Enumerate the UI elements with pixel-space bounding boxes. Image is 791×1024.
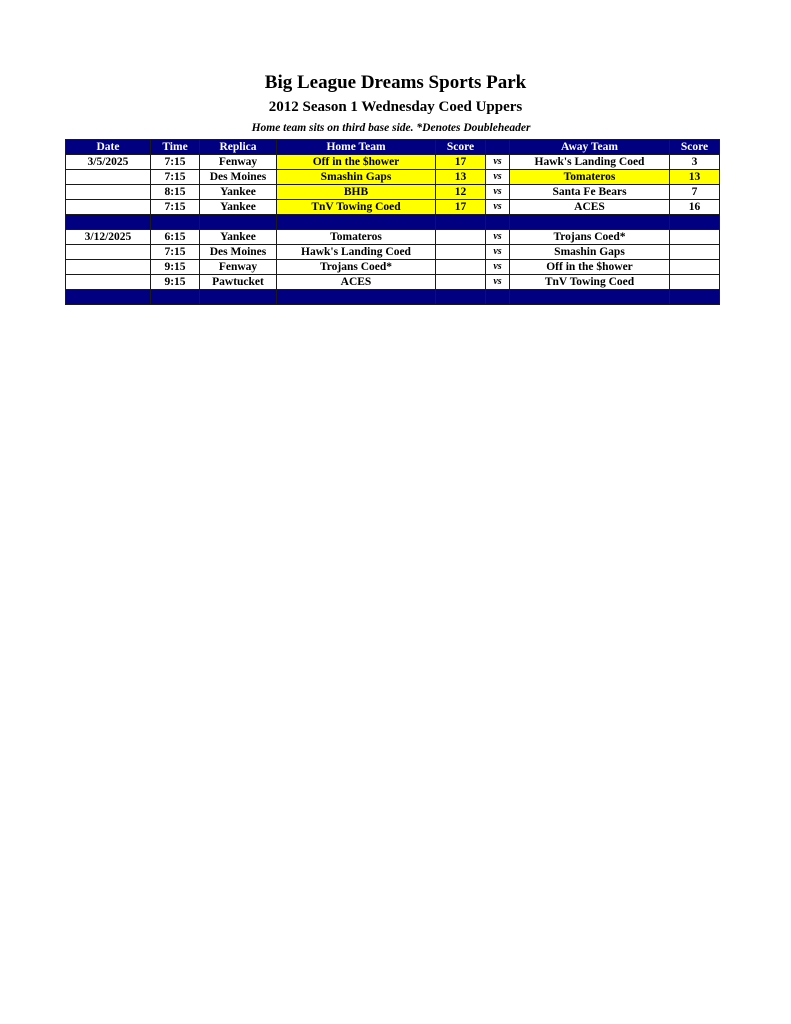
separator-cell xyxy=(151,215,200,230)
home-team-cell: Off in the $hower xyxy=(277,155,436,170)
date-cell xyxy=(66,275,151,290)
home-team-cell: Smashin Gaps xyxy=(277,170,436,185)
time-cell: 6:15 xyxy=(151,230,200,245)
col-away-score: Score xyxy=(670,140,720,155)
away-score-cell: 13 xyxy=(670,170,720,185)
section-separator xyxy=(66,290,720,305)
table-row xyxy=(66,230,720,245)
vs-cell: vs xyxy=(486,185,510,200)
home-score-cell xyxy=(436,260,486,275)
replica-cell: Yankee xyxy=(200,200,277,215)
separator-cell xyxy=(151,290,200,305)
time-cell: 9:15 xyxy=(151,275,200,290)
time-cell: 7:15 xyxy=(151,155,200,170)
away-score-cell xyxy=(670,275,720,290)
table-row xyxy=(66,185,720,200)
separator-cell xyxy=(670,290,720,305)
separator-cell xyxy=(670,215,720,230)
home-score-cell: 17 xyxy=(436,155,486,170)
away-score-cell xyxy=(670,245,720,260)
home-team-cell: Hawk's Landing Coed xyxy=(277,245,436,260)
home-team-cell: Trojans Coed* xyxy=(277,260,436,275)
home-score-cell: 17 xyxy=(436,200,486,215)
away-team-cell: TnV Towing Coed xyxy=(510,275,670,290)
page-title: Big League Dreams Sports Park xyxy=(264,72,527,93)
table-row xyxy=(66,260,720,275)
separator-cell xyxy=(277,290,436,305)
away-score-cell xyxy=(670,230,720,245)
table-row xyxy=(66,155,720,170)
date-cell xyxy=(66,170,151,185)
separator-cell xyxy=(277,215,436,230)
separator-cell xyxy=(436,215,486,230)
vs-cell: vs xyxy=(486,170,510,185)
home-team-cell: Tomateros xyxy=(277,230,436,245)
vs-cell: vs xyxy=(486,230,510,245)
schedule-table xyxy=(65,139,720,305)
away-score-cell xyxy=(670,260,720,275)
replica-cell: Yankee xyxy=(200,185,277,200)
table-row xyxy=(66,170,720,185)
vs-cell: vs xyxy=(486,275,510,290)
replica-cell: Pawtucket xyxy=(200,275,277,290)
replica-cell: Yankee xyxy=(200,230,277,245)
vs-cell: vs xyxy=(486,245,510,260)
home-team-cell: ACES xyxy=(277,275,436,290)
replica-cell: Des Moines xyxy=(200,245,277,260)
replica-cell: Fenway xyxy=(200,260,277,275)
time-cell: 7:15 xyxy=(151,170,200,185)
away-team-cell: Hawk's Landing Coed xyxy=(510,155,670,170)
home-team-cell: TnV Towing Coed xyxy=(277,200,436,215)
page-subtitle: 2012 Season 1 Wednesday Coed Uppers xyxy=(268,99,523,115)
separator-cell xyxy=(200,290,277,305)
schedule-body xyxy=(66,155,720,305)
time-cell: 7:15 xyxy=(151,245,200,260)
away-team-cell: ACES xyxy=(510,200,670,215)
section-separator xyxy=(66,215,720,230)
header-row xyxy=(66,140,720,155)
col-time: Time xyxy=(151,140,200,155)
table-row xyxy=(66,275,720,290)
separator-cell xyxy=(486,215,510,230)
col-vs xyxy=(486,140,510,155)
replica-cell: Des Moines xyxy=(200,170,277,185)
home-score-cell xyxy=(436,230,486,245)
home-score-cell: 13 xyxy=(436,170,486,185)
table-row xyxy=(66,200,720,215)
date-cell xyxy=(66,260,151,275)
table-row xyxy=(66,245,720,260)
away-team-cell: Smashin Gaps xyxy=(510,245,670,260)
time-cell: 8:15 xyxy=(151,185,200,200)
date-cell xyxy=(66,245,151,260)
date-cell xyxy=(66,185,151,200)
col-away-team: Away Team xyxy=(510,140,670,155)
away-team-cell: Santa Fe Bears xyxy=(510,185,670,200)
separator-cell xyxy=(510,290,670,305)
away-score-cell: 7 xyxy=(670,185,720,200)
time-cell: 9:15 xyxy=(151,260,200,275)
date-cell xyxy=(66,200,151,215)
away-team-cell: Tomateros xyxy=(510,170,670,185)
col-home-team: Home Team xyxy=(277,140,436,155)
time-cell: 7:15 xyxy=(151,200,200,215)
home-score-cell: 12 xyxy=(436,185,486,200)
separator-cell xyxy=(510,215,670,230)
col-home-score: Score xyxy=(436,140,486,155)
separator-cell xyxy=(66,215,151,230)
separator-cell xyxy=(486,290,510,305)
vs-cell: vs xyxy=(486,155,510,170)
away-score-cell: 3 xyxy=(670,155,720,170)
away-score-cell: 16 xyxy=(670,200,720,215)
home-score-cell xyxy=(436,245,486,260)
replica-cell: Fenway xyxy=(200,155,277,170)
col-date: Date xyxy=(66,140,151,155)
separator-cell xyxy=(200,215,277,230)
separator-cell xyxy=(436,290,486,305)
away-team-cell: Trojans Coed* xyxy=(510,230,670,245)
schedule-note: Home team sits on third base side. *Denotes Doubleheader xyxy=(251,122,531,134)
vs-cell: vs xyxy=(486,200,510,215)
date-cell: 3/5/2025 xyxy=(66,155,151,170)
home-score-cell xyxy=(436,275,486,290)
date-cell: 3/12/2025 xyxy=(66,230,151,245)
separator-cell xyxy=(66,290,151,305)
home-team-cell: BHB xyxy=(277,185,436,200)
col-replica: Replica xyxy=(200,140,277,155)
away-team-cell: Off in the $hower xyxy=(510,260,670,275)
vs-cell: vs xyxy=(486,260,510,275)
